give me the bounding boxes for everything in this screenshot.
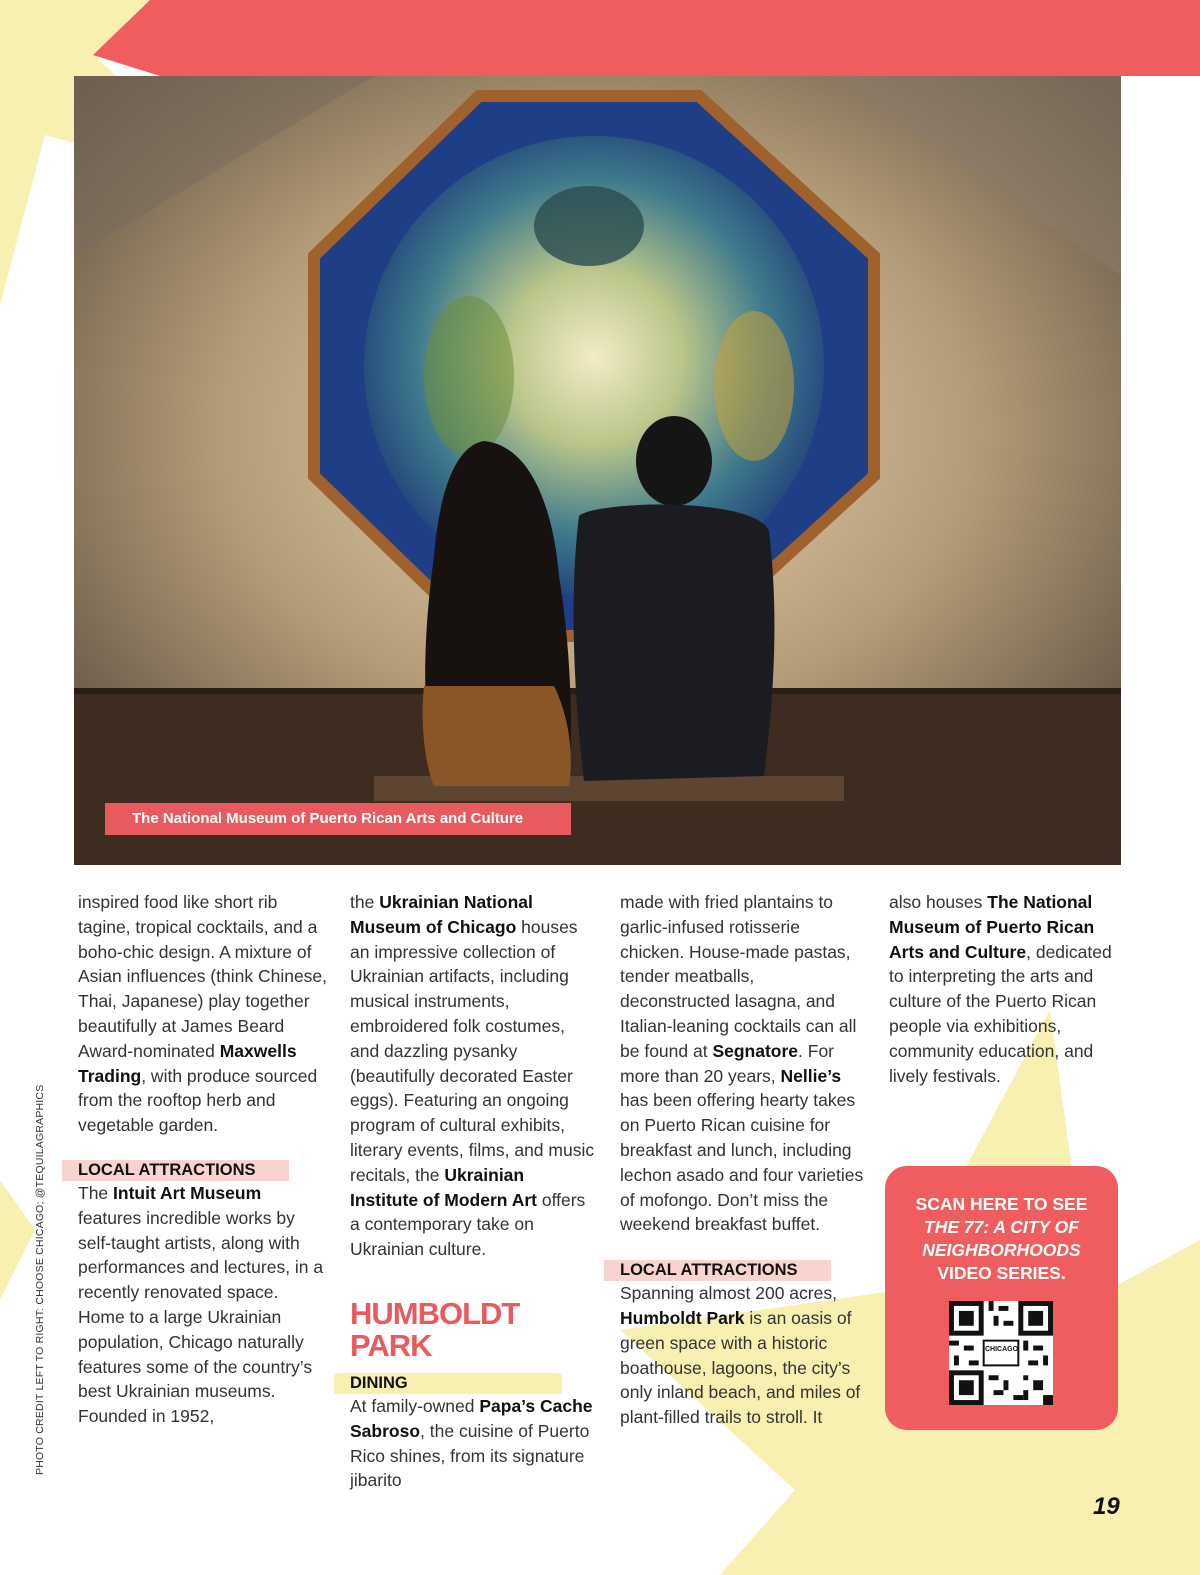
- nellies-name: Nellie’s: [780, 1065, 842, 1086]
- photo-caption: The National Museum of Puerto Rican Arts and Culture: [105, 803, 571, 835]
- qr-code-graphic: [949, 1301, 1053, 1405]
- column-4: [889, 890, 1129, 1088]
- col3-t2: . For more than 20 years,: [620, 1040, 835, 1086]
- column-1: [78, 890, 328, 1429]
- ukrainian-national-museum-name: Ukrainian National Museum of Chicago: [350, 892, 533, 937]
- column-1-attractions: [78, 1181, 328, 1429]
- intuit-art-museum-name: Intuit Art Museum: [113, 1182, 262, 1203]
- local-attractions-label-1: [78, 1159, 328, 1181]
- column-1-intro-text: inspired food like short rib tagine, tropical cocktails, and a boho-chic design. A mixture of Asian influences (think Chinese, Thai, Japanese) play together beautifully at James Beard Award-nominated: [78, 892, 328, 1061]
- qr-line-3: VIDEO SERIES.: [937, 1263, 1066, 1283]
- qr-line-2: THE 77: A CITY OF NEIGHBORHOODS: [922, 1217, 1081, 1260]
- mural-photo-illustration: [74, 76, 1121, 865]
- coral-banner-top: [93, 0, 1200, 76]
- dining-text: DINING: [350, 1373, 408, 1392]
- local-attractions-label-2: [620, 1259, 865, 1281]
- column-1-intro: [78, 890, 328, 1138]
- local-attractions-text-1: LOCAL ATTRACTIONS: [78, 1160, 256, 1179]
- segnatore-name: Segnatore: [712, 1040, 799, 1061]
- museum-photo: [74, 76, 1121, 865]
- column-1-intro-end: , with produce sourced from the rooftop herb and vegetable garden.: [78, 1065, 318, 1136]
- dining-label: [350, 1372, 595, 1394]
- column-4-text: [889, 890, 1129, 1088]
- col3-t3: has been offering hearty takes on Puerto Rican cuisine for breakfast and lunch, including lechon asado and four varieties of mofongo. Don’t miss the weekend breakfast buffet.: [620, 1090, 864, 1235]
- intuit-post: features incredible works by self-taught artists, along with performances and lectures, in a recently renovated space. Home to a large Ukrainian population, Chicago naturally features some of the country’s best Ukrainian museums. Founded in 1952,: [78, 1207, 324, 1427]
- qr-callout-text: [885, 1193, 1118, 1285]
- intuit-pre: The: [78, 1182, 114, 1203]
- col3-t1: made with fried plantains to garlic-infused rotisserie chicken. House-made pastas, tender meatballs, deconstructed lasagna, and Italian-leaning cocktails can all be found at: [620, 892, 857, 1061]
- column-3: [620, 890, 865, 1430]
- column-2: [350, 890, 595, 1493]
- photo-credit: PHOTO CREDIT LEFT TO RIGHT: CHOOSE CHICAGO; @TEQUILAGRAPHICS: [34, 1084, 46, 1475]
- dining-post: , the cuisine of Puerto Rico shines, from its signature jibarito: [350, 1420, 590, 1491]
- column-3-dining: [620, 890, 865, 1237]
- col4-t1: also houses: [889, 892, 988, 912]
- col2-pre: the: [350, 892, 380, 912]
- page-number: 19: [1093, 1493, 1120, 1520]
- dining-pre: At family-owned: [350, 1395, 480, 1416]
- ukrainian-institute-name: Ukrainian Institute of Modern Art: [350, 1164, 537, 1210]
- national-museum-name: The National Museum of Puerto Rican Arts and Culture: [889, 892, 1095, 962]
- col3-t4: Spanning almost 200 acres,: [620, 1283, 837, 1304]
- humboldt-park-heading: HUMBOLDT PARK: [350, 1295, 520, 1363]
- col2-mid2: offers a contemporary take on Ukrainian culture.: [350, 1189, 586, 1260]
- column-2-ukrainian: [350, 890, 595, 1262]
- qr-line-1: SCAN HERE TO SEE: [915, 1194, 1088, 1214]
- col2-mid1: houses an impressive collection of Ukrainian artifacts, including musical instruments, embroidered folk costumes, and dazzling pysanky (beautifully decorated Easter eggs). Featuring an ongoing program of cultural exhibits, literary events, films, and music recitals, the: [350, 916, 595, 1185]
- column-3-attractions: [620, 1281, 865, 1430]
- maxwells-trading-name: Maxwells Trading: [78, 1040, 297, 1086]
- qr-code-icon[interactable]: [949, 1301, 1053, 1405]
- qr-callout[interactable]: [885, 1166, 1118, 1430]
- col3-t5: is an oasis of green space with a historic boathouse, lagoons, the city’s only inland beach, and miles of plant-filled trails to stroll. It: [620, 1307, 861, 1428]
- local-attractions-text-2: LOCAL ATTRACTIONS: [620, 1261, 798, 1280]
- column-2-dining: [350, 1394, 595, 1493]
- yellow-starburst-bottom-left: [0, 1180, 35, 1300]
- papas-cache-sabroso-name: Papa’s Cache Sabroso: [350, 1395, 593, 1441]
- col4-t2: , dedicated to interpreting the arts and culture of the Puerto Rican people via exhibitions, community education, and lively festivals.: [889, 941, 1112, 1086]
- qr-center-label: CHICAGO: [985, 1346, 1019, 1353]
- humboldt-park-name: Humboldt Park: [620, 1307, 745, 1328]
